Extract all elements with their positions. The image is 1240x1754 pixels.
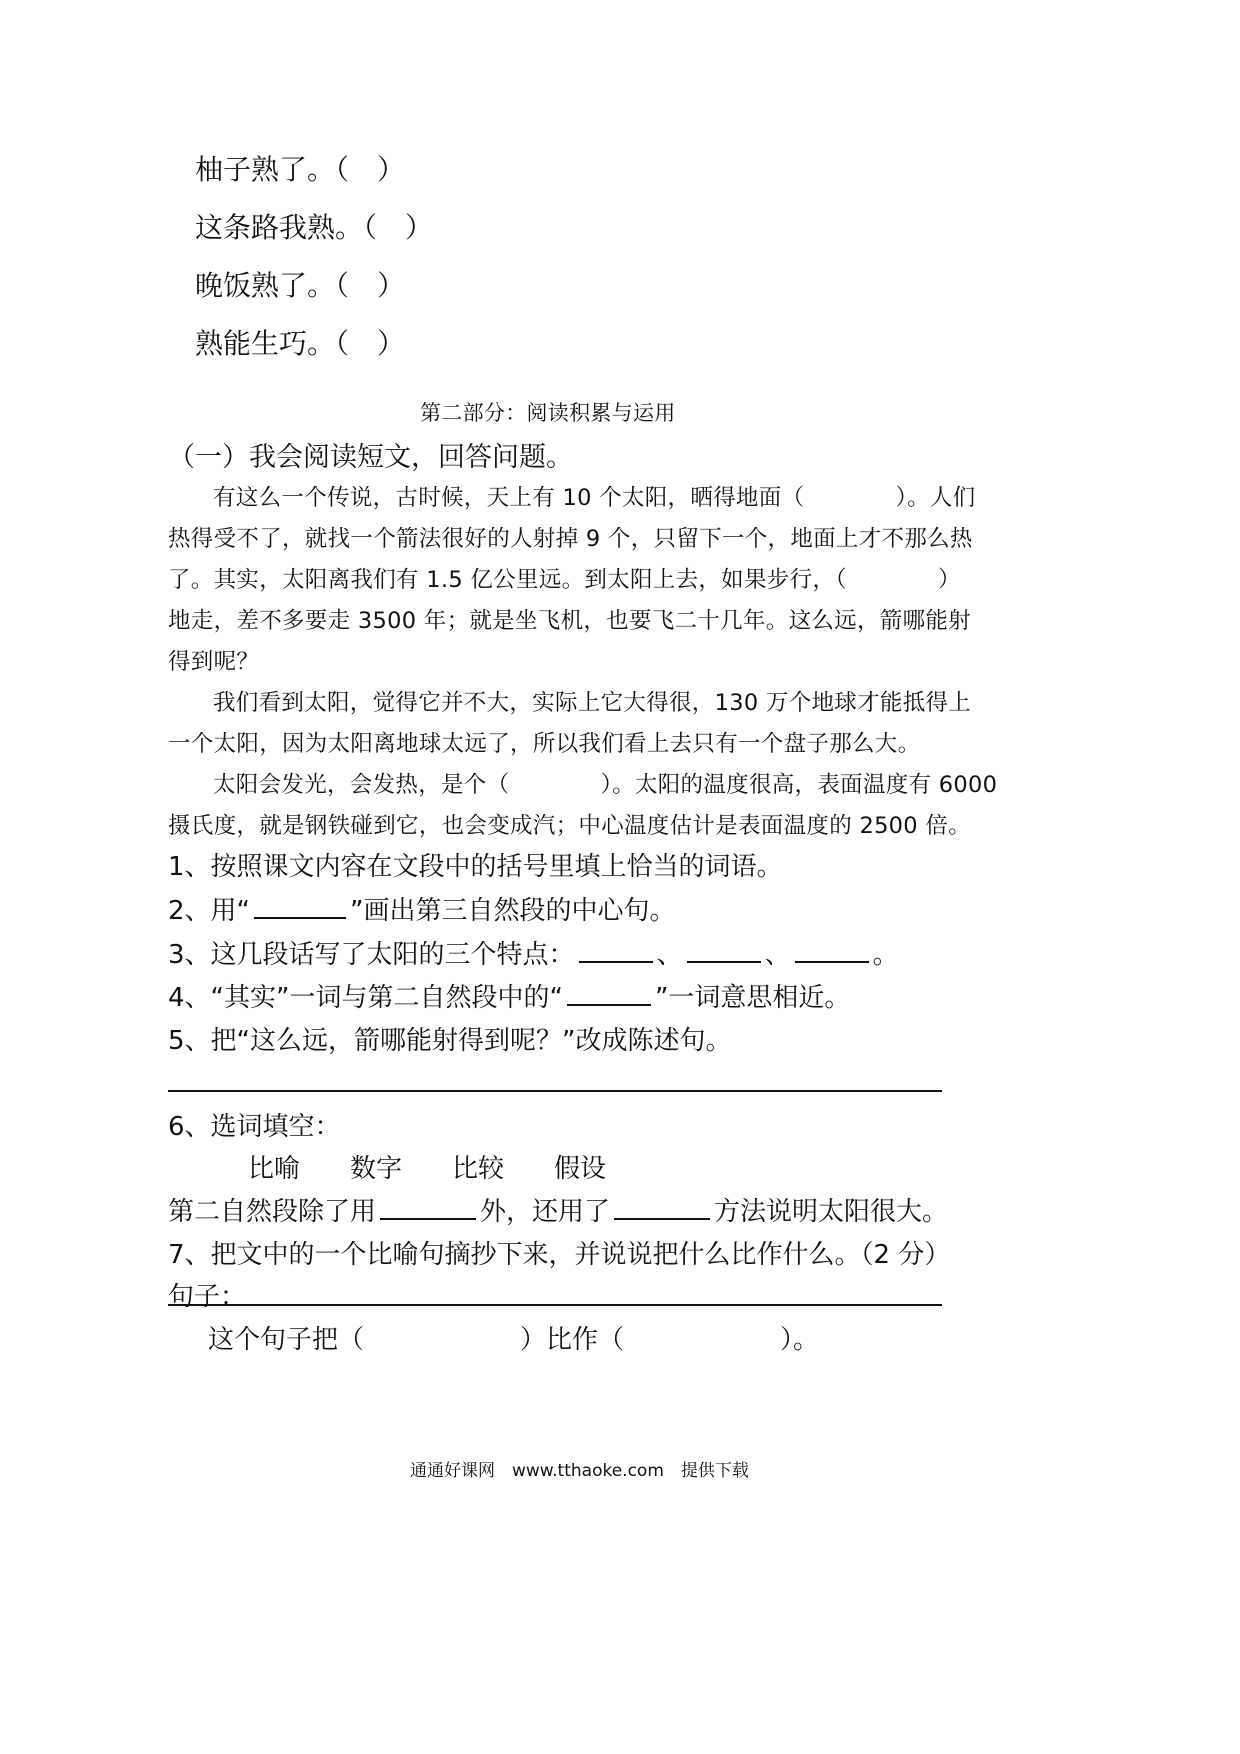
- question-7: 7、把文中的一个比喻句摘抄下来，并说说把什么比作什么。（2 分）: [168, 1240, 951, 1270]
- option-word: 数字: [350, 1154, 403, 1184]
- passage-line-8: 太阳会发光，会发热，是个（ ）。太阳的温度很高，表面温度有 6000: [213, 772, 998, 798]
- part1-item-1: 柚子熟了。（ ）: [195, 153, 406, 186]
- question-2-before: 2、用“: [168, 896, 251, 926]
- passage-line-3: 了。其实，太阳离我们有 1.5 亿公里远。到太阳上去，如果步行，（ ）: [168, 567, 961, 593]
- part1-item-2: 这条路我熟。（ ）: [195, 211, 434, 244]
- passage-line-7: 一个太阳，因为太阳离地球太远了，所以我们看上去只有一个盘子那么大。: [168, 731, 921, 757]
- option-word: 比喻: [248, 1154, 301, 1184]
- question-4-after: ”一词意思相近。: [654, 983, 851, 1013]
- answer-blank[interactable]: [687, 935, 761, 963]
- answer-blank[interactable]: [380, 1192, 476, 1220]
- option-word: 假设: [554, 1154, 607, 1184]
- part1-item-4: 熟能生巧。（ ）: [195, 327, 406, 360]
- question-7-compare: 这个句子把（ ）比作（ ）。: [208, 1325, 820, 1355]
- question-3: [168, 934, 899, 971]
- passage-line-6: 我们看到太阳，觉得它并不大，实际上它大得很，130 万个地球才能抵得上: [213, 690, 972, 716]
- question-6-options: [248, 1148, 606, 1185]
- part1-item-3: 晚饭熟了。（ ）: [195, 269, 406, 302]
- question-6-sentence: [168, 1191, 948, 1228]
- question-3-sep: 、: [656, 940, 683, 970]
- part2-title: 第二部分：阅读积累与运用: [420, 401, 676, 425]
- answer-blank[interactable]: [614, 1192, 710, 1220]
- footer-credit: 通通好课网 www.tthaoke.com 提供下载: [410, 1461, 749, 1481]
- question-4: [168, 977, 850, 1014]
- passage-line-1: 有这么一个传说，古时候，天上有 10 个太阳，晒得地面（ ）。人们: [213, 485, 976, 511]
- option-word: 比较: [452, 1154, 505, 1184]
- question-6-label: 6、选词填空：: [168, 1112, 341, 1142]
- question-3-sep: 、: [764, 940, 791, 970]
- answer-blank[interactable]: [579, 935, 653, 963]
- passage-line-4: 地走，差不多要走 3500 年；就是坐飞机，也要飞二十几年。这么远，箭哪能射: [168, 608, 971, 634]
- answer-line[interactable]: [168, 1304, 942, 1306]
- question-5: 5、把“这么远，箭哪能射得到呢？”改成陈述句。: [168, 1026, 732, 1056]
- sentence-part: 外，还用了: [480, 1197, 611, 1227]
- answer-blank[interactable]: [795, 935, 869, 963]
- question-3-end: 。: [872, 940, 899, 970]
- question-4-before: 4、“其实”一词与第二自然段中的“: [168, 983, 563, 1013]
- question-3-before: 3、这几段话写了太阳的三个特点：: [168, 940, 575, 970]
- question-7-sentence-label: 句子：: [168, 1282, 247, 1312]
- question-2: [168, 890, 676, 927]
- question-1: 1、按照课文内容在文段中的括号里填上恰当的词语。: [168, 852, 783, 882]
- answer-blank[interactable]: [567, 978, 651, 1006]
- answer-blank[interactable]: [254, 891, 346, 919]
- sentence-part: 第二自然段除了用: [168, 1197, 377, 1227]
- passage-line-5: 得到呢？: [168, 649, 260, 675]
- question-2-after: ”画出第三自然段的中心句。: [350, 896, 676, 926]
- passage-line-2: 热得受不了，就找一个箭法很好的人射掉 9 个，只留下一个，地面上才不那么热: [168, 526, 973, 552]
- passage-line-9: 摄氏度，就是钢铁碰到它，也会变成汽；中心温度估计是表面温度的 2500 倍。: [168, 813, 971, 839]
- section1-heading: （一）我会阅读短文，回答问题。: [168, 442, 573, 473]
- answer-line[interactable]: [168, 1090, 942, 1092]
- sentence-part: 方法说明太阳很大。: [714, 1197, 949, 1227]
